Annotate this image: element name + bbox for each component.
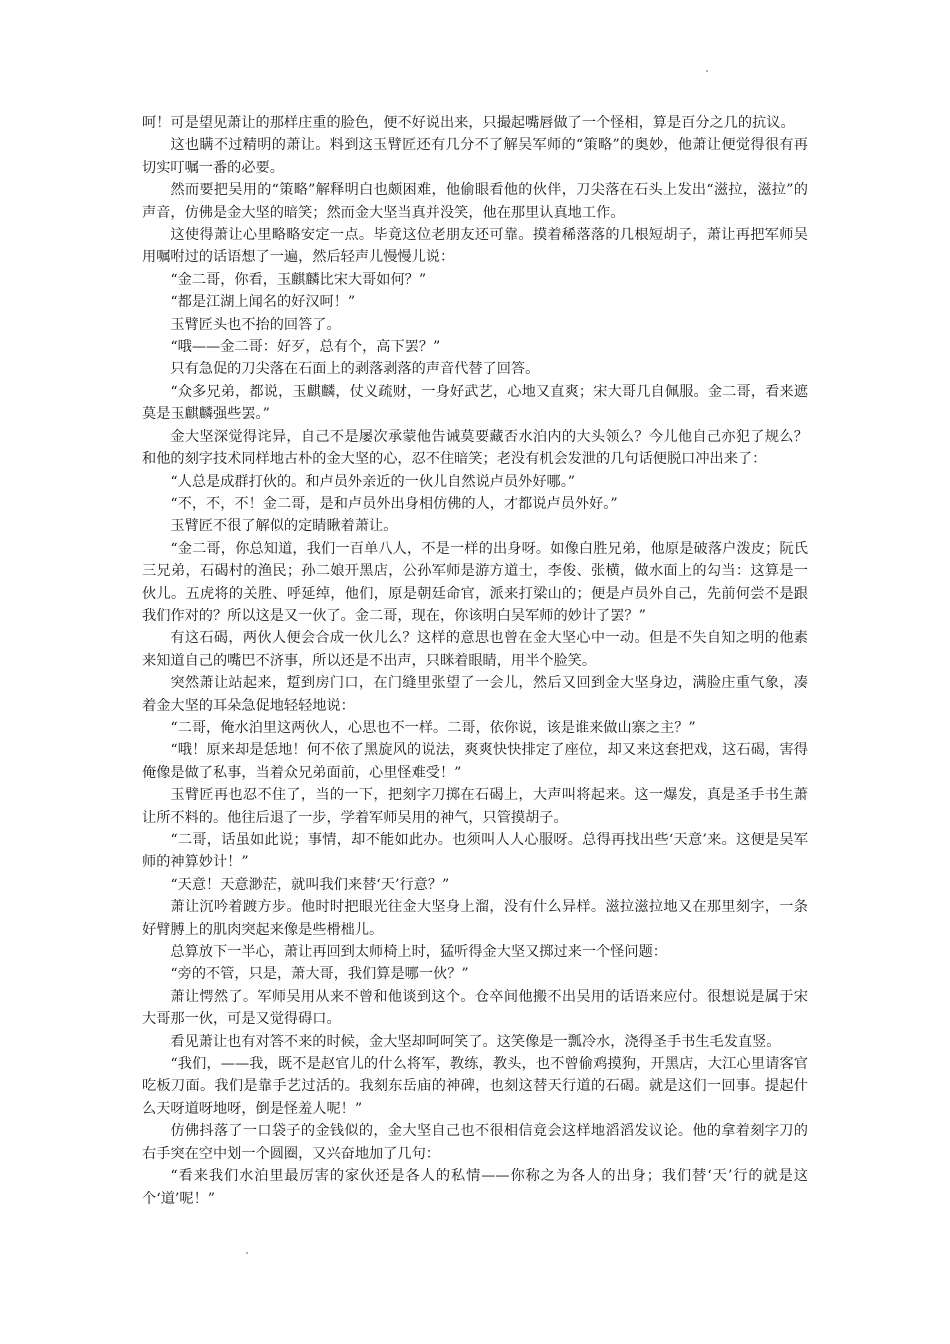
paragraph-5: “金二哥，你看，玉麒麟比宋大哥如何？” <box>170 271 427 288</box>
paragraph-29: 仿佛抖落了一口袋子的金钱似的，金大坚自己也不很相信竟会这样地滔滔发议论。他的拿着刻字刀的右手突在空中划一个圆圈，又兴奋地加了几句： <box>142 1123 808 1162</box>
document-page <box>142 112 808 1210</box>
paragraph-19: “哦！原来却是恁地！何不依了黑旋风的说法，爽爽快快排定了座位，却又来这套把戏，这石碣，害得俺像是做了私事，当着众兄弟面前，心里怪难受！” <box>142 742 808 781</box>
paragraph-9: 只有急促的刀尖落在石面上的剥落剥落的声音代替了回答。 <box>170 361 540 378</box>
paragraph-24: 总算放下一半心，萧让再回到太师椅上时，猛听得金大坚又掷过来一个怪问题： <box>170 944 667 961</box>
paragraph-18: “二哥，俺水泊里这两伙人，心思也不一样。二哥，依你说，该是谁来做山寨之主？” <box>170 719 696 736</box>
paragraph-13: “不，不，不！金二哥，是和卢员外出身相仿佛的人，才都说卢员外好。” <box>170 495 618 512</box>
paragraph-12: “人总是成群打伙的。和卢员外亲近的一伙儿自然说卢员外好哪。” <box>170 473 576 490</box>
paragraph-3: 然而要把吴用的“策略”解释明白也颇困难，他偷眼看他的伙伴，刀尖落在石头上发出“滋拉，滋拉”的声音，仿佛是金大坚的暗笑；然而金大坚当真并没笑，他在那里认真地工作。 <box>142 182 808 221</box>
paragraph-2: 这也瞒不过精明的萧让。料到这玉臂匠还有几分不了解吴军师的“策略”的奥妙，他萧让便觉得很有再切实叮嘱一番的必要。 <box>142 137 808 176</box>
paragraph-10: “众多兄弟，都说，玉麒麟，仗义疏财，一身好武艺，心地又直爽；宋大哥几自佩服。金二哥，看来遮莫是玉麒麟强些罢。” <box>142 383 808 423</box>
paragraph-7: 玉臂匠头也不抬的回答了。 <box>170 316 341 333</box>
paragraph-27: 看见萧让也有对答不来的时候，金大坚却呵呵笑了。这笑像是一瓢冷水，浇得圣手书生毛发直竖。 <box>170 1033 781 1050</box>
paragraph-16: 有这石碣，两伙人便会合成一伙儿么？这样的意思也曾在金大坚心中一动。但是不失自知之明的他素来知道自己的嘴巴不济事，所以还是不出声，只眯着眼睛，用半个脸笑。 <box>142 630 808 669</box>
paragraph-21: “二哥，话虽如此说；事情，却不能如此办。也须叫人人心服呀。总得再找出些‘天意’来。这便是吴军师的神算妙计！” <box>142 832 808 871</box>
paragraph-1: 呵！可是望见萧让的那样庄重的脸色，便不好说出来，只撮起嘴唇做了一个怪相，算是百分之几的抗议。 <box>142 115 795 131</box>
paragraph-4: 这使得萧让心里略略安定一点。毕竟这位老朋友还可靠。摸着稀落落的几根短胡子，萧让再把军师吴用嘱咐过的话语想了一遍，然后轻声儿慢慢儿说： <box>142 227 808 266</box>
paragraph-22: “天意！天意渺茫，就叫我们来替‘天’行意？” <box>170 876 450 893</box>
paragraph-8: “哦——金二哥：好歹，总有个，高下罢？” <box>170 339 441 356</box>
paragraph-17: 突然萧让站起来，踅到房门口，在门缝里张望了一会儿，然后又回到金大坚身边，满脸庄重气象，凑着金大坚的耳朵急促地轻轻地说： <box>142 675 808 714</box>
paragraph-11: 金大坚深觉得诧异，自己不是屡次承蒙他告诫莫要藏否水泊内的大头领么？今儿他自己亦犯了规么？和他的刻字技术同样地古朴的金大坚的心，忍不住暗笑；老没有机会发泄的几句话便脱口冲出来了： <box>142 428 808 468</box>
paragraph-30: “看来我们水泊里最厉害的家伙还是各人的私情——你称之为各人的出身；我们替‘天’行的就是这个‘道’呢！” <box>142 1168 808 1207</box>
paragraph-28: “我们，——我，既不是赵官儿的什么将军，教练，教头，也不曾偷鸡摸狗，开黑店，大江心里请客官吃板刀面。我们是靠手艺过活的。我刻东岳庙的神碑，也刻这替天行道的石碣。就是这们一回事。提起什么天呀道呀地呀，倒是怪羞人呢！” <box>142 1056 808 1117</box>
paragraph-23: 萧让沉吟着踱方步。他时时把眼光往金大坚身上溜，没有什么异样。滋拉滋拉地又在那里刻字，一条好臂膊上的肌肉突起来像是些榾柮儿。 <box>142 899 808 938</box>
scan-dot-bottom <box>246 1252 248 1254</box>
paragraph-6: “都是江湖上闻名的好汉呵！” <box>170 294 356 311</box>
scan-dot-top <box>706 70 708 72</box>
paragraph-26: 萧让愕然了。军师吴用从来不曾和他谈到这个。仓卒间他搬不出吴用的话语来应付。很想说是属于宋大哥那一伙，可是又觉得碍口。 <box>142 988 808 1028</box>
paragraph-15: “金二哥，你总知道，我们一百单八人，不是一样的出身呀。如像白胜兄弟，他原是破落户泼皮；阮氏三兄弟，石碣村的渔民；孙二娘开黑店，公孙军师是游方道士，李俊、张横，做水面上的勾当：这算是一伙儿。五虎将的关胜、呼延绰，他们，原是朝廷命官，派来打梁山的；便是卢员外自己，先前何尝不是跟我们作对的？所以这是又一伙了。金二哥，现在，你该明白吴军师的妙计了罢？” <box>142 540 808 624</box>
paragraph-14: 玉臂匠不很了解似的定睛瞅着萧让。 <box>170 518 398 535</box>
paragraph-20: 玉臂匠再也忍不住了，当的一下，把刻字刀掷在石碣上，大声叫将起来。这一爆发，真是圣手书生萧让所不料的。他往后退了一步，学着军师吴用的神气，只管摸胡子。 <box>142 787 808 826</box>
paragraph-25: “旁的不管，只是，萧大哥，我们算是哪一伙？” <box>170 966 469 983</box>
